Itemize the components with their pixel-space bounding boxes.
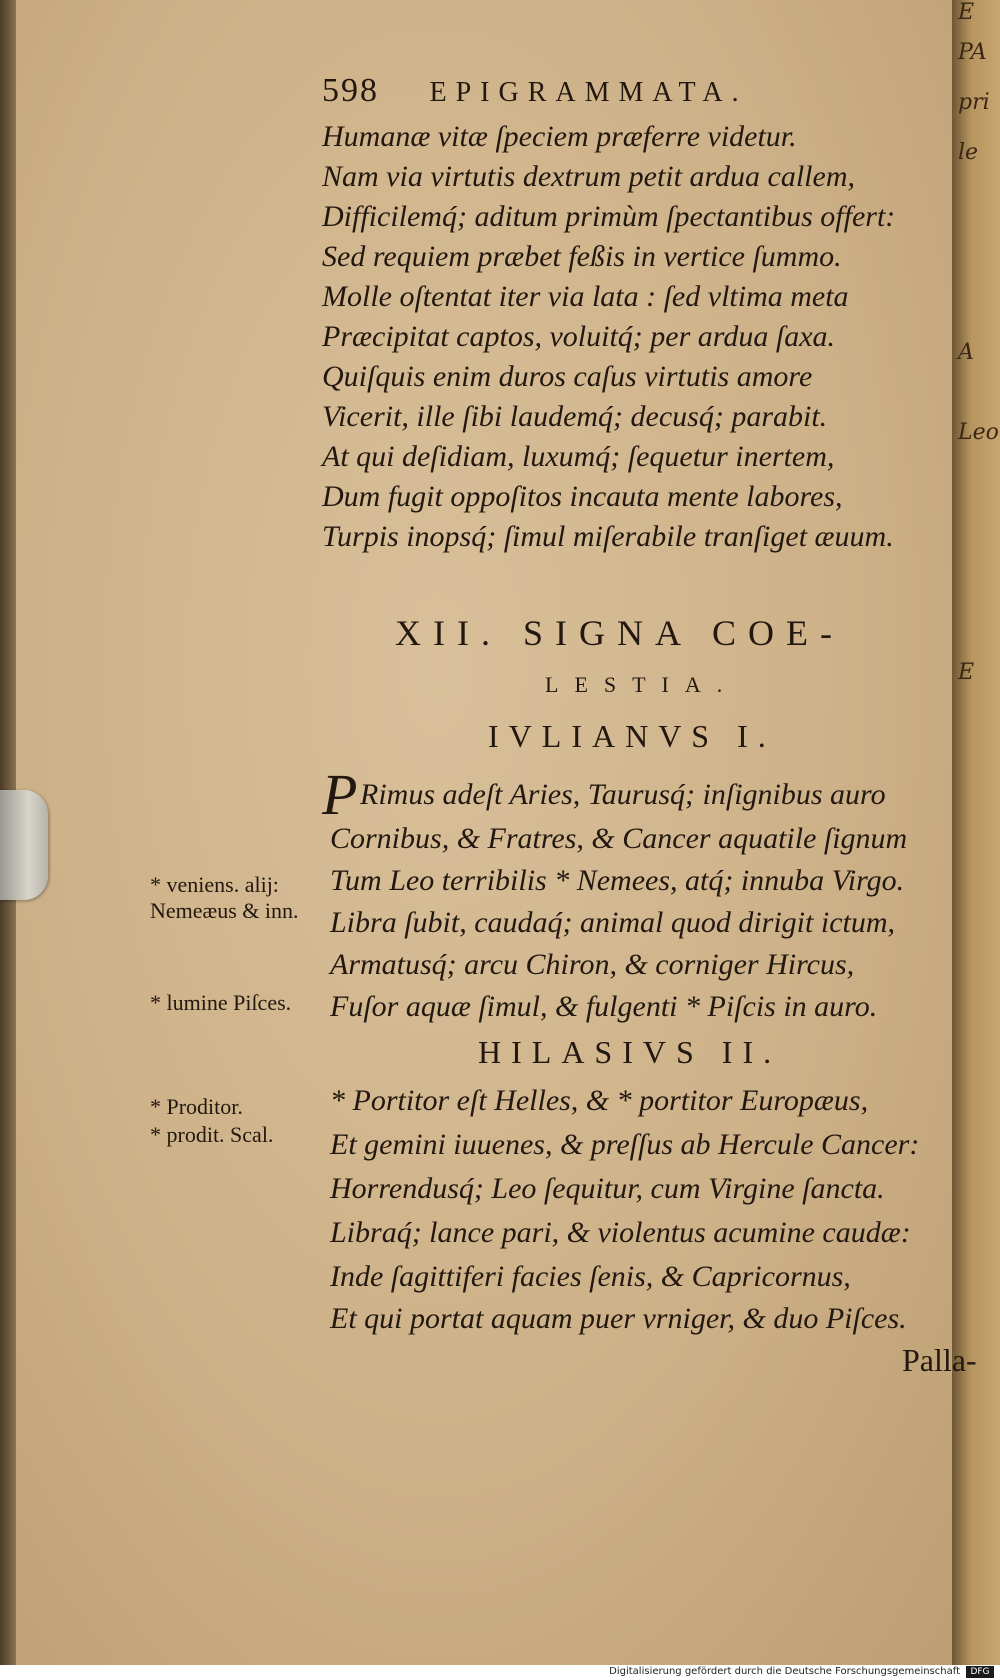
verse-line: Dum fugit oppoſitos incauta mente labores, — [322, 480, 843, 513]
catchword: Palla- — [902, 1342, 977, 1378]
verse-line: Turpis inopsq́; ſimul miſerabile tranſiget æuum. — [322, 520, 894, 553]
verse-line: Armatusq́; arcu Chiron, & corniger Hircus, — [330, 948, 855, 981]
drop-cap: P — [322, 762, 358, 827]
page-number: 598 — [322, 72, 379, 109]
book-clip-tab — [0, 790, 48, 900]
facing-page-edge: E PA pri le A Leo E — [952, 0, 1000, 1665]
verse-line: Inde ſagittiferi facies ſenis, & Capricornus, — [330, 1260, 851, 1293]
verse-line: Libra ſubit, caudaq́; animal quod dirigit ictum, — [330, 906, 896, 939]
verse-line: * Portitor eſt Helles, & * portitor Europæus, — [330, 1084, 869, 1117]
running-head — [322, 72, 748, 110]
verse-line: Quiſquis enim duros caſus virtutis amore — [322, 360, 813, 393]
verse-line: Nam via virtutis dextrum petit ardua callem, — [322, 160, 855, 193]
section-heading-line1: XII. SIGNA COE- — [395, 613, 844, 653]
verse-line: Fuſor aquæ ſimul, & fulgenti * Piſcis in auro. — [330, 990, 878, 1023]
verse-line: Rimus adeſt Aries, Taurusq́; inſignibus auro — [360, 778, 886, 811]
verse-line: Libraq́; lance pari, & violentus acumine caudæ: — [330, 1216, 911, 1249]
verse-line: Humanæ vitæ ſpeciem præferre videtur. — [322, 120, 797, 153]
marginal-note: * veniens. alij: Nemeæus & inn. — [150, 872, 299, 923]
marginal-note: * Proditor. — [150, 1094, 243, 1119]
verse-line: Tum Leo terribilis * Nemees, atq́; innuba Virgo. — [330, 864, 905, 897]
section-heading-line2: LESTIA. — [545, 672, 739, 697]
poem1-author: IVLIANVS I. — [488, 718, 776, 754]
verse-line: Præcipitat captos, voluitq́; per ardua ſaxa. — [322, 320, 836, 353]
dfg-logo: DFG — [966, 1666, 994, 1678]
verse-line: Sed requiem præbet feßis in vertice ſummo. — [322, 240, 842, 273]
verse-line: Et qui portat aquam puer vrniger, & duo Piſces. — [330, 1302, 907, 1335]
verse-line: Horrendusq́; Leo ſequitur, cum Virgine ſancta. — [330, 1172, 885, 1205]
verse-line: Vicerit, ille ſibi laudemq́; decusq́; parabit. — [322, 400, 828, 433]
verse-line: Cornibus, & Fratres, & Cancer aquatile ſignum — [330, 822, 908, 855]
running-title: EPIGRAMMATA. — [429, 77, 748, 108]
verse-line: Et gemini iuuenes, & preſſus ab Hercule Cancer: — [330, 1128, 920, 1161]
footer-credit: Digitalisierung gefördert durch die Deutsche Forschungsgemeinschaft — [609, 1666, 960, 1677]
poem2-author: HILASIVS II. — [478, 1034, 782, 1070]
verse-line: At qui deſidiam, luxumq́; ſequetur inertem, — [322, 440, 835, 473]
marginal-note: * lumine Piſces. — [150, 990, 292, 1015]
verse-line: Molle oſtentat iter via lata : ſed vltima meta — [322, 280, 849, 313]
marginal-note: * prodit. Scal. — [150, 1122, 274, 1147]
verse-line: Difficilemq́; aditum primùm ſpectantibus offert: — [322, 200, 896, 233]
